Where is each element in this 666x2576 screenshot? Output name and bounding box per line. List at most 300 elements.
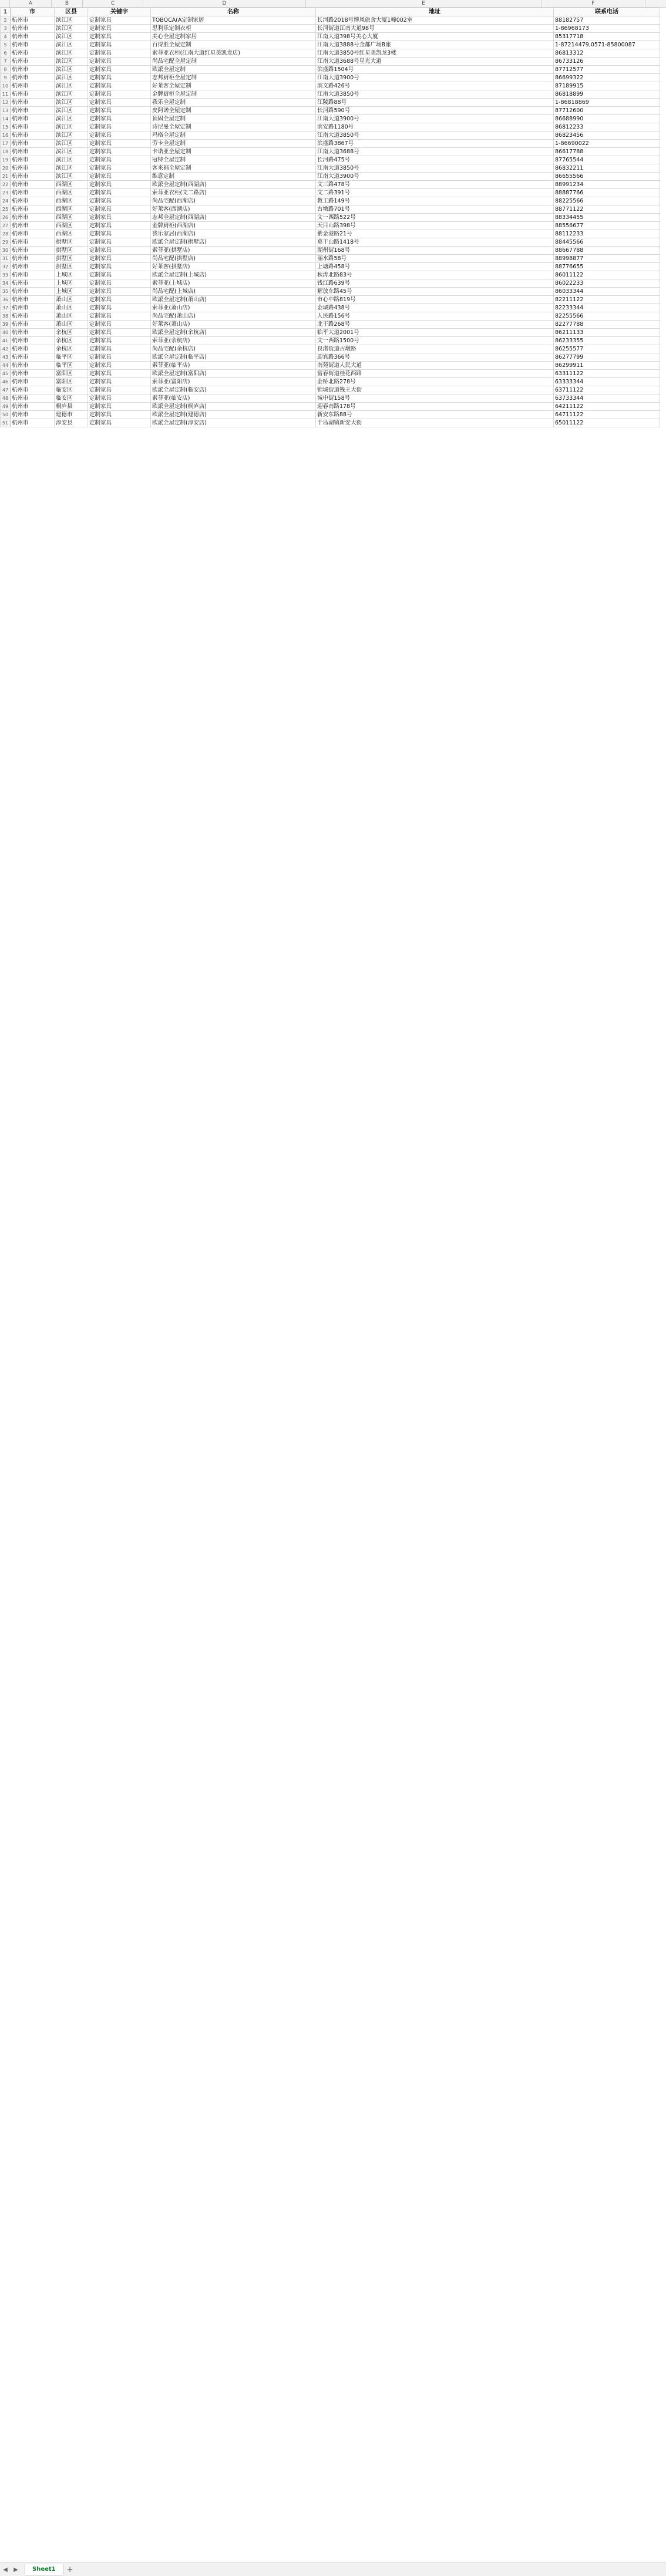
cell-district[interactable]: 滨江区 <box>55 74 88 82</box>
cell-city[interactable]: 杭州市 <box>11 189 55 197</box>
cell-name[interactable]: 我乐家居(西湖店) <box>151 230 316 238</box>
cell-name[interactable]: 好莱客全屋定制 <box>151 82 316 90</box>
cell-district[interactable]: 滨江区 <box>55 66 88 74</box>
cell-district[interactable]: 临平区 <box>55 362 88 370</box>
cell-city[interactable]: 杭州市 <box>11 230 55 238</box>
row-number[interactable]: 20 <box>1 164 11 173</box>
cell-city[interactable]: 杭州市 <box>11 271 55 279</box>
cell-keyword[interactable]: 定制家具 <box>88 49 151 58</box>
cell-address[interactable]: 富春街道桂花西路 <box>316 370 554 378</box>
cell-name[interactable]: 欧派全屋定制(淳安店) <box>151 419 316 427</box>
cell-keyword[interactable]: 定制家具 <box>88 107 151 115</box>
cell-address[interactable]: 解放东路45号 <box>316 288 554 296</box>
cell-address[interactable]: 江南大道3850号 <box>316 164 554 173</box>
cell-keyword[interactable]: 定制家具 <box>88 247 151 255</box>
row-number[interactable]: 38 <box>1 312 11 321</box>
row-number[interactable]: 33 <box>1 271 11 279</box>
cell-keyword[interactable]: 定制家具 <box>88 99 151 107</box>
cell-address[interactable]: 滨文路426号 <box>316 82 554 90</box>
cell-city[interactable]: 杭州市 <box>11 214 55 222</box>
row-number[interactable]: 12 <box>1 99 11 107</box>
cell-name[interactable]: 索菲亚衣柜(文二路店) <box>151 189 316 197</box>
cell-phone[interactable]: 88667788 <box>554 247 660 255</box>
cell-keyword[interactable]: 定制家具 <box>88 115 151 123</box>
row-number[interactable]: 4 <box>1 33 11 41</box>
cell-address[interactable]: 钱江路639号 <box>316 279 554 288</box>
cell-district[interactable]: 上城区 <box>55 279 88 288</box>
cell-city[interactable]: 杭州市 <box>11 296 55 304</box>
cell-keyword[interactable]: 定制家具 <box>88 378 151 386</box>
cell-name[interactable]: 好莱客(萧山店) <box>151 321 316 329</box>
cell-phone[interactable]: 87712600 <box>554 107 660 115</box>
cell-address[interactable]: 江南大道3888号金都广场B座 <box>316 41 554 49</box>
cell-phone[interactable]: 82255566 <box>554 312 660 321</box>
row-number[interactable]: 26 <box>1 214 11 222</box>
row-number[interactable]: 24 <box>1 197 11 205</box>
column-letter-a[interactable]: A <box>10 0 52 7</box>
cell-keyword[interactable]: 定制家具 <box>88 197 151 205</box>
cell-phone[interactable]: 86733126 <box>554 58 660 66</box>
row-number[interactable]: 50 <box>1 411 11 419</box>
cell-name[interactable]: 金牌厨柜全屋定制 <box>151 90 316 99</box>
cell-keyword[interactable]: 定制家具 <box>88 123 151 132</box>
cell-district[interactable]: 余杭区 <box>55 345 88 353</box>
cell-city[interactable]: 杭州市 <box>11 164 55 173</box>
cell-district[interactable]: 滨江区 <box>55 58 88 66</box>
row-number[interactable]: 19 <box>1 156 11 164</box>
cell-name[interactable]: 好莱客(拱墅店) <box>151 263 316 271</box>
select-all-corner[interactable] <box>0 0 10 7</box>
cell-keyword[interactable]: 定制家具 <box>88 288 151 296</box>
cell-address[interactable]: 长河路2018号博凤旅舍大厦1幢002室 <box>316 16 554 25</box>
cell-phone[interactable]: 86255577 <box>554 345 660 353</box>
cell-district[interactable]: 滨江区 <box>55 107 88 115</box>
cell-name[interactable]: 索菲亚(拱墅店) <box>151 247 316 255</box>
cell-keyword[interactable]: 定制家具 <box>88 25 151 33</box>
cell-city[interactable]: 杭州市 <box>11 16 55 25</box>
cell-district[interactable]: 滨江区 <box>55 25 88 33</box>
cell-phone[interactable]: 88334455 <box>554 214 660 222</box>
column-letter-c[interactable]: C <box>83 0 143 7</box>
cell-district[interactable]: 西湖区 <box>55 214 88 222</box>
cell-phone[interactable]: 88225566 <box>554 197 660 205</box>
row-number[interactable]: 14 <box>1 115 11 123</box>
cell-district[interactable]: 临安区 <box>55 386 88 395</box>
cell-name[interactable]: 欧派全屋定制(富阳店) <box>151 370 316 378</box>
cell-address[interactable]: 江南大道3850号 <box>316 90 554 99</box>
cell-city[interactable]: 杭州市 <box>11 41 55 49</box>
cell-name[interactable]: 诗尼曼全屋定制 <box>151 123 316 132</box>
cell-district[interactable]: 桐庐县 <box>55 403 88 411</box>
cell-district[interactable]: 滨江区 <box>55 90 88 99</box>
cell-city[interactable]: 杭州市 <box>11 411 55 419</box>
cell-phone[interactable]: 63333344 <box>554 378 660 386</box>
cell-district[interactable]: 富阳区 <box>55 370 88 378</box>
cell-district[interactable]: 富阳区 <box>55 378 88 386</box>
cell-keyword[interactable]: 定制家具 <box>88 271 151 279</box>
cell-district[interactable]: 西湖区 <box>55 181 88 189</box>
column-letter-f[interactable]: F <box>541 0 645 7</box>
cell-phone[interactable]: 1-87214479,0571-85800087 <box>554 41 660 49</box>
cell-name[interactable]: 百得胜全屋定制 <box>151 41 316 49</box>
row-number[interactable]: 32 <box>1 263 11 271</box>
header-cell-keyword[interactable]: 关键字 <box>88 8 151 16</box>
cell-city[interactable]: 杭州市 <box>11 173 55 181</box>
cell-keyword[interactable]: 定制家具 <box>88 90 151 99</box>
cell-city[interactable]: 杭州市 <box>11 140 55 148</box>
cell-keyword[interactable]: 定制家具 <box>88 140 151 148</box>
cell-address[interactable]: 北干路268号 <box>316 321 554 329</box>
cell-phone[interactable]: 87765544 <box>554 156 660 164</box>
cell-address[interactable]: 教工路149号 <box>316 197 554 205</box>
column-letter-d[interactable]: D <box>143 0 306 7</box>
cell-address[interactable]: 文一西路1500号 <box>316 337 554 345</box>
cell-name[interactable]: 欧派全屋定制(上城店) <box>151 271 316 279</box>
row-number[interactable]: 35 <box>1 288 11 296</box>
cell-name[interactable]: 志邦厨柜全屋定制 <box>151 74 316 82</box>
cell-keyword[interactable]: 定制家具 <box>88 132 151 140</box>
cell-city[interactable]: 杭州市 <box>11 279 55 288</box>
column-letter-b[interactable]: B <box>52 0 83 7</box>
cell-district[interactable]: 西湖区 <box>55 230 88 238</box>
cell-city[interactable]: 杭州市 <box>11 395 55 403</box>
sheet-tab-sheet1[interactable]: Sheet1 <box>25 2564 63 2575</box>
row-number[interactable]: 48 <box>1 395 11 403</box>
cell-phone[interactable]: 86832211 <box>554 164 660 173</box>
cell-phone[interactable]: 88556677 <box>554 222 660 230</box>
cell-address[interactable]: 人民路156号 <box>316 312 554 321</box>
cell-name[interactable]: 欧派全屋定制(拱墅店) <box>151 238 316 247</box>
cell-district[interactable]: 余杭区 <box>55 329 88 337</box>
cell-phone[interactable]: 88991234 <box>554 181 660 189</box>
cell-name[interactable]: 索菲亚(富阳店) <box>151 378 316 386</box>
cell-keyword[interactable]: 定制家具 <box>88 222 151 230</box>
cell-phone[interactable]: 88771122 <box>554 205 660 214</box>
row-number[interactable]: 28 <box>1 230 11 238</box>
cell-phone[interactable]: 64711122 <box>554 411 660 419</box>
cell-keyword[interactable]: 定制家具 <box>88 321 151 329</box>
cell-name[interactable]: 索菲亚(余杭店) <box>151 337 316 345</box>
cell-address[interactable]: 金城路438号 <box>316 304 554 312</box>
cell-phone[interactable]: 63711122 <box>554 386 660 395</box>
next-sheet-icon[interactable]: ▶ <box>14 2566 18 2573</box>
cell-keyword[interactable]: 定制家具 <box>88 214 151 222</box>
row-number[interactable]: 5 <box>1 41 11 49</box>
header-cell-phone[interactable]: 联系电话 <box>554 8 660 16</box>
cell-address[interactable]: 长河街道江南大道98号 <box>316 25 554 33</box>
cell-keyword[interactable]: 定制家具 <box>88 181 151 189</box>
cell-keyword[interactable]: 定制家具 <box>88 263 151 271</box>
cell-name[interactable]: TOBOCA(A定制家居 <box>151 16 316 25</box>
cell-city[interactable]: 杭州市 <box>11 90 55 99</box>
cell-phone[interactable]: 86818899 <box>554 90 660 99</box>
row-number[interactable]: 27 <box>1 222 11 230</box>
cell-city[interactable]: 杭州市 <box>11 115 55 123</box>
cell-phone[interactable]: 82233344 <box>554 304 660 312</box>
row-number[interactable]: 44 <box>1 362 11 370</box>
row-number[interactable]: 29 <box>1 238 11 247</box>
row-number[interactable]: 45 <box>1 370 11 378</box>
cell-city[interactable]: 杭州市 <box>11 304 55 312</box>
cell-address[interactable]: 古墩路701号 <box>316 205 554 214</box>
cell-city[interactable]: 杭州市 <box>11 247 55 255</box>
row-number[interactable]: 37 <box>1 304 11 312</box>
cell-address[interactable]: 长河路475号 <box>316 156 554 164</box>
cell-keyword[interactable]: 定制家具 <box>88 156 151 164</box>
cell-address[interactable]: 上塘路458号 <box>316 263 554 271</box>
cell-name[interactable]: 劳卡全屋定制 <box>151 140 316 148</box>
cell-phone[interactable]: 63311122 <box>554 370 660 378</box>
cell-name[interactable]: 欧派全屋定制(临安店) <box>151 386 316 395</box>
cell-district[interactable]: 淳安县 <box>55 419 88 427</box>
cell-city[interactable]: 杭州市 <box>11 238 55 247</box>
cell-address[interactable]: 江南大道3688号 <box>316 148 554 156</box>
cell-district[interactable]: 滨江区 <box>55 156 88 164</box>
cell-district[interactable]: 拱墅区 <box>55 263 88 271</box>
cell-address[interactable]: 文一西路522号 <box>316 214 554 222</box>
cell-phone[interactable]: 1-86968173 <box>554 25 660 33</box>
row-number[interactable]: 23 <box>1 189 11 197</box>
cell-name[interactable]: 客来福全屋定制 <box>151 164 316 173</box>
cell-name[interactable]: 顶固全屋定制 <box>151 115 316 123</box>
header-cell-name[interactable]: 名称 <box>151 8 316 16</box>
cell-address[interactable]: 城中街158号 <box>316 395 554 403</box>
cell-keyword[interactable]: 定制家具 <box>88 403 151 411</box>
cell-name[interactable]: 尚品宅配全屋定制 <box>151 58 316 66</box>
cell-address[interactable]: 江南大道398号美心大厦 <box>316 33 554 41</box>
cell-city[interactable]: 杭州市 <box>11 197 55 205</box>
cell-name[interactable]: 索菲亚(临平店) <box>151 362 316 370</box>
cell-city[interactable]: 杭州市 <box>11 329 55 337</box>
cell-phone[interactable]: 86233355 <box>554 337 660 345</box>
cell-address[interactable]: 临平大道2001号 <box>316 329 554 337</box>
header-cell-city[interactable]: 市 <box>11 8 55 16</box>
cell-city[interactable]: 杭州市 <box>11 255 55 263</box>
cell-district[interactable]: 滨江区 <box>55 148 88 156</box>
row-number[interactable]: 42 <box>1 345 11 353</box>
row-number[interactable]: 3 <box>1 25 11 33</box>
cell-phone[interactable]: 82277788 <box>554 321 660 329</box>
cell-keyword[interactable]: 定制家具 <box>88 255 151 263</box>
cell-address[interactable]: 滨安路1180号 <box>316 123 554 132</box>
cell-city[interactable]: 杭州市 <box>11 353 55 362</box>
cell-keyword[interactable]: 定制家具 <box>88 189 151 197</box>
cell-address[interactable]: 南苑街道人民大道 <box>316 362 554 370</box>
cell-phone[interactable]: 86011122 <box>554 271 660 279</box>
cell-district[interactable]: 拱墅区 <box>55 238 88 247</box>
cell-address[interactable]: 文二路391号 <box>316 189 554 197</box>
add-sheet-icon[interactable]: + <box>66 2565 73 2574</box>
cell-phone[interactable]: 88182757 <box>554 16 660 25</box>
cell-keyword[interactable]: 定制家具 <box>88 353 151 362</box>
cell-district[interactable]: 西湖区 <box>55 205 88 214</box>
cell-city[interactable]: 杭州市 <box>11 321 55 329</box>
cell-name[interactable]: 皮阿诺全屋定制 <box>151 107 316 115</box>
cell-name[interactable]: 索菲亚(萧山店) <box>151 304 316 312</box>
cell-keyword[interactable]: 定制家具 <box>88 337 151 345</box>
cell-keyword[interactable]: 定制家具 <box>88 411 151 419</box>
cell-city[interactable]: 杭州市 <box>11 148 55 156</box>
cell-name[interactable]: 欧派全屋定制(余杭店) <box>151 329 316 337</box>
cell-keyword[interactable]: 定制家具 <box>88 74 151 82</box>
column-letter-e[interactable]: E <box>306 0 541 7</box>
cell-address[interactable]: 江南大道3900号 <box>316 74 554 82</box>
cell-address[interactable]: 江南大道3850号红星美凯龙3楼 <box>316 49 554 58</box>
cell-name[interactable]: 思利乐定制衣柜 <box>151 25 316 33</box>
row-number[interactable]: 1 <box>1 8 11 16</box>
cell-name[interactable]: 尚品宅配(余杭店) <box>151 345 316 353</box>
cell-name[interactable]: 尚品宅配(拱墅店) <box>151 255 316 263</box>
cell-name[interactable]: 索菲亚(临安店) <box>151 395 316 403</box>
row-number[interactable]: 13 <box>1 107 11 115</box>
row-number[interactable]: 10 <box>1 82 11 90</box>
cell-address[interactable]: 迎春南路178号 <box>316 403 554 411</box>
cell-district[interactable]: 滨江区 <box>55 140 88 148</box>
cell-keyword[interactable]: 定制家具 <box>88 304 151 312</box>
row-number[interactable]: 25 <box>1 205 11 214</box>
cell-name[interactable]: 好莱客(西湖店) <box>151 205 316 214</box>
row-number[interactable]: 9 <box>1 74 11 82</box>
cell-district[interactable]: 萧山区 <box>55 304 88 312</box>
header-cell-address[interactable]: 地址 <box>316 8 554 16</box>
cell-name[interactable]: 尚品宅配(萧山店) <box>151 312 316 321</box>
cell-address[interactable]: 天目山路398号 <box>316 222 554 230</box>
cell-keyword[interactable]: 定制家具 <box>88 329 151 337</box>
row-number[interactable]: 16 <box>1 132 11 140</box>
cell-name[interactable]: 索菲亚(上城店) <box>151 279 316 288</box>
cell-keyword[interactable]: 定制家具 <box>88 148 151 156</box>
cell-address[interactable]: 丽水路58号 <box>316 255 554 263</box>
row-number[interactable]: 30 <box>1 247 11 255</box>
cell-keyword[interactable]: 定制家具 <box>88 82 151 90</box>
cell-address[interactable]: 滨盛路3867号 <box>316 140 554 148</box>
cell-address[interactable]: 迎宾路366号 <box>316 353 554 362</box>
row-number[interactable]: 31 <box>1 255 11 263</box>
cell-phone[interactable]: 88998877 <box>554 255 660 263</box>
cell-name[interactable]: 欧派全屋定制 <box>151 66 316 74</box>
cell-phone[interactable]: 85317718 <box>554 33 660 41</box>
cell-city[interactable]: 杭州市 <box>11 345 55 353</box>
cell-address[interactable]: 滨盛路1504号 <box>316 66 554 74</box>
cell-phone[interactable]: 88887766 <box>554 189 660 197</box>
cell-phone[interactable]: 86812233 <box>554 123 660 132</box>
cell-phone[interactable]: 86299911 <box>554 362 660 370</box>
cell-city[interactable]: 杭州市 <box>11 205 55 214</box>
cell-address[interactable]: 江南大道3900号 <box>316 115 554 123</box>
cell-district[interactable]: 滨江区 <box>55 99 88 107</box>
row-number[interactable]: 18 <box>1 148 11 156</box>
cell-name[interactable]: 欧派全屋定制(萧山店) <box>151 296 316 304</box>
cell-address[interactable]: 江陵路88号 <box>316 99 554 107</box>
cell-phone[interactable]: 1-86690022 <box>554 140 660 148</box>
cell-district[interactable]: 建德市 <box>55 411 88 419</box>
row-number[interactable]: 8 <box>1 66 11 74</box>
row-number[interactable]: 22 <box>1 181 11 189</box>
row-number[interactable]: 49 <box>1 403 11 411</box>
cell-phone[interactable]: 64211122 <box>554 403 660 411</box>
cell-name[interactable]: 美心全屋定制家居 <box>151 33 316 41</box>
cell-address[interactable]: 莫干山路1418号 <box>316 238 554 247</box>
cell-city[interactable]: 杭州市 <box>11 386 55 395</box>
cell-district[interactable]: 西湖区 <box>55 189 88 197</box>
cell-phone[interactable]: 63733344 <box>554 395 660 403</box>
cell-name[interactable]: 索菲亚衣柜(江南大道红星美凯龙店) <box>151 49 316 58</box>
cell-phone[interactable]: 86277799 <box>554 353 660 362</box>
cell-phone[interactable]: 88776655 <box>554 263 660 271</box>
cell-phone[interactable]: 87189915 <box>554 82 660 90</box>
cell-address[interactable]: 锦城街道钱王大街 <box>316 386 554 395</box>
row-number[interactable]: 6 <box>1 49 11 58</box>
cell-name[interactable]: 我乐全屋定制 <box>151 99 316 107</box>
cell-address[interactable]: 千岛湖镇新安大街 <box>316 419 554 427</box>
cell-city[interactable]: 杭州市 <box>11 33 55 41</box>
cell-name[interactable]: 欧派全屋定制(桐庐店) <box>151 403 316 411</box>
cell-city[interactable]: 杭州市 <box>11 58 55 66</box>
header-cell-district[interactable]: 区县 <box>55 8 88 16</box>
cell-city[interactable]: 杭州市 <box>11 419 55 427</box>
cell-district[interactable]: 滨江区 <box>55 115 88 123</box>
cell-keyword[interactable]: 定制家具 <box>88 395 151 403</box>
cell-address[interactable]: 长河路590号 <box>316 107 554 115</box>
cell-keyword[interactable]: 定制家具 <box>88 173 151 181</box>
cell-phone[interactable]: 86813312 <box>554 49 660 58</box>
cell-city[interactable]: 杭州市 <box>11 49 55 58</box>
cell-name[interactable]: 冠特全屋定制 <box>151 156 316 164</box>
cell-address[interactable]: 紫金港路21号 <box>316 230 554 238</box>
cell-phone[interactable]: 88445566 <box>554 238 660 247</box>
cell-phone[interactable]: 86211133 <box>554 329 660 337</box>
cell-name[interactable]: 欧派全屋定制(建德店) <box>151 411 316 419</box>
cell-district[interactable]: 萧山区 <box>55 296 88 304</box>
cell-keyword[interactable]: 定制家具 <box>88 205 151 214</box>
cell-name[interactable]: 欧派全屋定制(西湖店) <box>151 181 316 189</box>
row-number[interactable]: 41 <box>1 337 11 345</box>
cell-keyword[interactable]: 定制家具 <box>88 33 151 41</box>
row-number[interactable]: 46 <box>1 378 11 386</box>
cell-address[interactable]: 江南大道3900号 <box>316 173 554 181</box>
cell-city[interactable]: 杭州市 <box>11 107 55 115</box>
cell-phone[interactable]: 86699322 <box>554 74 660 82</box>
cell-keyword[interactable]: 定制家具 <box>88 41 151 49</box>
cell-city[interactable]: 杭州市 <box>11 362 55 370</box>
cell-district[interactable]: 拱墅区 <box>55 255 88 263</box>
cell-address[interactable]: 秋涛北路83号 <box>316 271 554 279</box>
row-number[interactable]: 21 <box>1 173 11 181</box>
row-number[interactable]: 40 <box>1 329 11 337</box>
row-number[interactable]: 17 <box>1 140 11 148</box>
cell-city[interactable]: 杭州市 <box>11 312 55 321</box>
cell-keyword[interactable]: 定制家具 <box>88 58 151 66</box>
cell-city[interactable]: 杭州市 <box>11 370 55 378</box>
cell-district[interactable]: 滨江区 <box>55 82 88 90</box>
cell-keyword[interactable]: 定制家具 <box>88 279 151 288</box>
cell-name[interactable]: 维意定制 <box>151 173 316 181</box>
cell-district[interactable]: 临安区 <box>55 395 88 403</box>
cell-phone[interactable]: 86823456 <box>554 132 660 140</box>
cell-city[interactable]: 杭州市 <box>11 222 55 230</box>
row-number[interactable]: 47 <box>1 386 11 395</box>
cell-keyword[interactable]: 定制家具 <box>88 16 151 25</box>
cell-district[interactable]: 临平区 <box>55 353 88 362</box>
cell-name[interactable]: 志邦全屋定制(西湖店) <box>151 214 316 222</box>
cell-district[interactable]: 滨江区 <box>55 123 88 132</box>
cell-district[interactable]: 萧山区 <box>55 321 88 329</box>
cell-keyword[interactable]: 定制家具 <box>88 345 151 353</box>
row-number[interactable]: 39 <box>1 321 11 329</box>
row-number[interactable]: 36 <box>1 296 11 304</box>
cell-city[interactable]: 杭州市 <box>11 123 55 132</box>
cell-address[interactable]: 江南大道3688号星光大道 <box>316 58 554 66</box>
